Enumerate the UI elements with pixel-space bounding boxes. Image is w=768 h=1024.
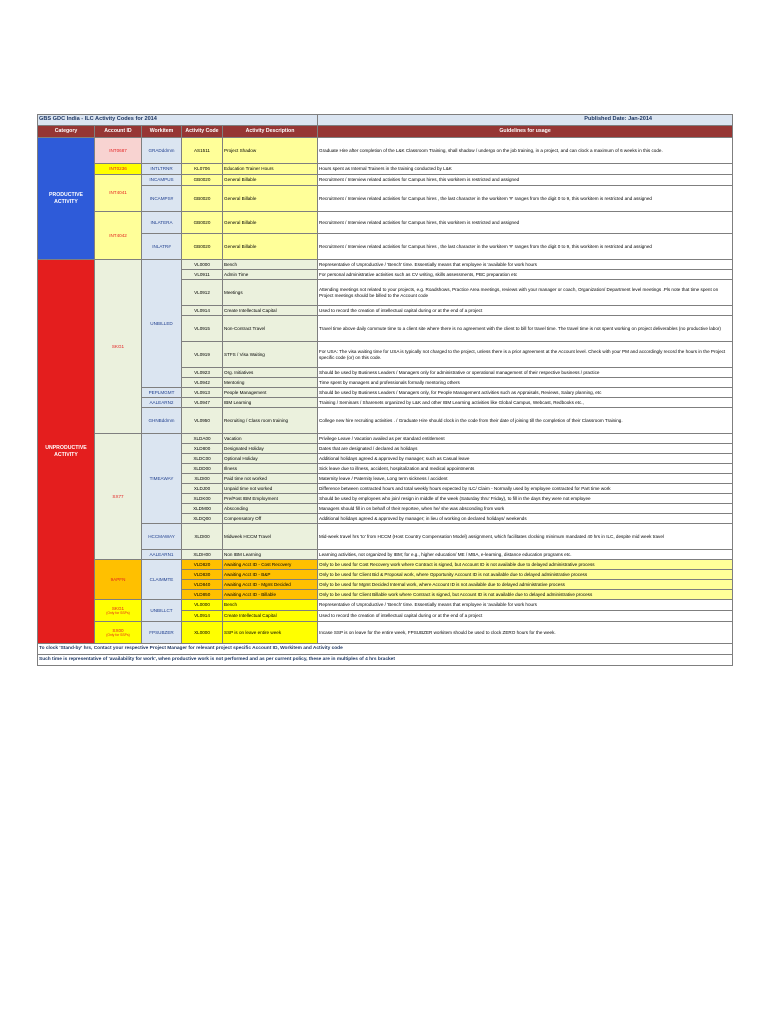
workitem: HCCMAWAY — [142, 524, 182, 550]
activity-codes-table — [37, 114, 733, 666]
guideline: Used to record the creation of intellectual capital during or at the end of a project — [318, 306, 733, 316]
guideline: Only to be used for Cost Recovery work where Contract is signed, but Account ID is not available due to delayed administrative process — [318, 560, 733, 570]
activity-description: Non IBM Learning — [223, 550, 318, 560]
activity-description: Unpaid time not worked — [223, 484, 318, 494]
activity-code: XLDH00 — [182, 550, 223, 560]
activity-description: Non-Contract Travel — [223, 316, 318, 342]
activity-code: VL0947 — [182, 398, 223, 408]
activity-code: GB0020 — [182, 175, 223, 186]
activity-code: XLDD00 — [182, 464, 223, 474]
activity-description: IBM Learning — [223, 398, 318, 408]
activity-description: General Billable — [223, 212, 318, 234]
guideline: Recruitment / Interview related activities for Campus hires, this workitem is restricted and assigned — [318, 212, 733, 234]
activity-code: XLDI00 — [182, 474, 223, 484]
published-date: Published Date: Jan-2014 — [318, 115, 733, 126]
activity-description: Recruiting / Class room training — [223, 408, 318, 434]
guideline: Dates that are designated / declared as holidays — [318, 444, 733, 454]
guideline: Additional holidays agreed & approved by manager; in lieu of working on declared holidays/ weekends — [318, 514, 733, 524]
account-id: INT4042 — [95, 212, 142, 260]
footer-row — [38, 644, 733, 655]
ssp-note: (Only for SSPs) — [106, 633, 130, 638]
table-row — [38, 622, 733, 644]
guideline: Graduate Hire after completion of the L&K Classroom Training, shall shadow / undergo on the job training, in a project, and can clock a maximum of 6 weeks in this code. — [318, 138, 733, 164]
guideline: Time spent by managers and professionals formally mentoring others — [318, 378, 733, 388]
guideline: Mid-week travel hrs 'to' from HCCM (Host Country Compensation Model) assignment, which facilitates clocking minimum mandated 40 hrs in ILC, despite mid week travel — [318, 524, 733, 550]
workitem: FPSUBZER — [142, 622, 182, 644]
activity-description: Bench — [223, 600, 318, 611]
activity-description: Project Shadow — [223, 138, 318, 164]
guideline: Should be used by employees who join/ resign in middle of the week (Saturday thru' Friday), to fill in the days they were not employee — [318, 494, 733, 504]
table-row — [38, 408, 733, 434]
table-row — [38, 434, 733, 444]
activity-description: Org. Initiatives — [223, 368, 318, 378]
guideline: College new hire recruiting activities . / Graduate Hire should clock in the code from their date of joining till the completion of their Classroom Training. — [318, 408, 733, 434]
activity-code: VLD840 — [182, 580, 223, 590]
account-id — [95, 600, 142, 622]
activity-description: Vacation — [223, 434, 318, 444]
activity-code: XLDI00 — [182, 524, 223, 550]
activity-description: Pre/Post IBM Employment — [223, 494, 318, 504]
activity-code: VL0913 — [182, 388, 223, 398]
guideline: Training / Seminars / Sharenets organized by L&K and other IBM Learning activities like Global Campus, Webcast, Redbooks etc., — [318, 398, 733, 408]
workitem: GRADddmm — [142, 138, 182, 164]
footer-note-1: To clock 'Stand-by' hrs, Contact your respective Project Manager for relevant project specific Account ID, Workitem and Activity code — [38, 644, 733, 655]
activity-description: Midweek HCCM Travel — [223, 524, 318, 550]
header-activity-code: Activity Code — [182, 126, 223, 138]
table-row — [38, 175, 733, 186]
guideline: Learning activities, not organized by IBM; for e.g., higher education/ ME / MBA, e-learning, distance education programs etc. — [318, 550, 733, 560]
activity-description: Awaiting Acct ID - B&P — [223, 570, 318, 580]
activity-code: AS1511 — [182, 138, 223, 164]
activity-code: VL0919 — [182, 342, 223, 368]
account-id-text: SKG1 — [111, 605, 125, 611]
title-row — [38, 115, 733, 126]
account-id: 9APFN — [95, 560, 142, 600]
workitem: AALEARN1 — [142, 550, 182, 560]
activity-code: VL0914 — [182, 611, 223, 622]
table-row — [38, 260, 733, 270]
activity-description: Paid time not worked — [223, 474, 318, 484]
guideline: For USA: The visa waiting time for USA is typically not charged to the project, unless there is a prior agreement at the Account level. Check with your PM and accordingly record the hours in the Project specific code (or) on this code. — [318, 342, 733, 368]
activity-description: Meetings — [223, 280, 318, 306]
workitem: PEPLMGMT — [142, 388, 182, 398]
guideline: Recruitment / Interview related activities for Campus hires , the last character in the workitem '#' ranges from the digit 0 to 9, this workitem is restricted and assigned — [318, 186, 733, 212]
workitem: INCAMPUS — [142, 175, 182, 186]
activity-description: Awaiting Acct ID - Billable — [223, 590, 318, 600]
activity-description: People Management — [223, 388, 318, 398]
guideline: Maternity leave / Paternity leave, Long term sickness / accident — [318, 474, 733, 484]
activity-code: VL0911 — [182, 270, 223, 280]
table-row — [38, 138, 733, 164]
guideline: Only to be used for Client Bid & Proposal work, where Opportunity Account ID is not available due to delayed administrative process — [318, 570, 733, 580]
activity-codes-sheet — [37, 114, 732, 666]
guideline: Sick leave due to illness, accident, hospitalization and medical appointments — [318, 464, 733, 474]
activity-code: XLD800 — [182, 444, 223, 454]
activity-description: SSP is on leave entire week — [223, 622, 318, 644]
footer-row — [38, 655, 733, 666]
guideline: Recruitment / Interview related activities for Campus hires , the last character in the workitem '#' ranges from the digit 0 to 9, this workitem is restricted and assigned — [318, 234, 733, 260]
category-unproductive: UNPRODUCTIVE ACTIVITY — [38, 260, 95, 644]
activity-code: VL0000 — [182, 260, 223, 270]
guideline: Travel time above daily commute time to a client site where there is no agreement with the client to bill for travel time. The travel time is not spent working on project deliverables (no productive labor) — [318, 316, 733, 342]
activity-description: Bench — [223, 260, 318, 270]
sheet-title: GBS GDC India - ILC Activity Codes for 2014 — [38, 115, 318, 126]
activity-description: General Billable — [223, 175, 318, 186]
activity-code: VLD850 — [182, 590, 223, 600]
guideline: Representative of Unproductive / 'Bench' time. Essentially means that employee is 'available for work hours — [318, 600, 733, 611]
activity-description: General Billable — [223, 234, 318, 260]
activity-code: XLDJ00 — [182, 484, 223, 494]
footer-note-2: Such time is representative of 'availability for work', when productive work is not performed and as per current policy, these are in multiples of 4 hrs bracket — [38, 655, 733, 666]
account-id: SKG1 — [95, 260, 142, 434]
guideline: Only to be used for Mgmt Decided Internal work, where Account ID is not available due to delayed administrative process — [318, 580, 733, 590]
table-row — [38, 234, 733, 260]
activity-code: XL0000 — [182, 622, 223, 644]
activity-code: VL0942 — [182, 378, 223, 388]
guideline: Should be used by Business Leaders / Managers only for administrative or operational management of their respective business / practice — [318, 368, 733, 378]
workitem: INLATERA — [142, 212, 182, 234]
account-id: INT0687 — [95, 138, 142, 164]
activity-description: Mentoring — [223, 378, 318, 388]
activity-code: VL0915 — [182, 316, 223, 342]
activity-code: GB0020 — [182, 234, 223, 260]
activity-description: Compensatory Off — [223, 514, 318, 524]
guideline: Incase SSP is on leave for the entire week, FPSUBZER workitem should be used to clock ZERO hours for the week. — [318, 622, 733, 644]
workitem: INTLTRNR — [142, 164, 182, 175]
activity-description: General Billable — [223, 186, 318, 212]
activity-code: XLDA00 — [182, 434, 223, 444]
guideline: Hours spent as Internal Trainers in the training conducted by L&K — [318, 164, 733, 175]
header-category: Category — [38, 126, 95, 138]
guideline: Difference between contracted hours and total weekly hours expected by ILC/ Claim - Normally used by employee contracted for Part time work — [318, 484, 733, 494]
activity-code: VL0000 — [182, 600, 223, 611]
activity-code: GB0020 — [182, 212, 223, 234]
workitem: CLAIMMTE — [142, 560, 182, 600]
table-row — [38, 388, 733, 398]
activity-description: Optional Holiday — [223, 454, 318, 464]
header-account-id: Account ID — [95, 126, 142, 138]
activity-description: Awaiting Acct ID - Mgmt Decided — [223, 580, 318, 590]
category-productive: PRODUCTIVE ACTIVITY — [38, 138, 95, 260]
ssp-note: (Only for SSPs) — [106, 611, 130, 616]
guideline: Used to record the creation of intellectual capital during or at the end of a project — [318, 611, 733, 622]
account-id: SX77 — [95, 434, 142, 560]
activity-code: VLD830 — [182, 570, 223, 580]
guideline: Additional holidays agreed & approved by manager; such as Casual leave — [318, 454, 733, 464]
activity-description: Illness — [223, 464, 318, 474]
header-row — [38, 126, 733, 138]
workitem: GHNBddmm — [142, 408, 182, 434]
activity-code: GB0020 — [182, 186, 223, 212]
guideline: Attending meetings not related to your projects, e.g. Roadshows, Practice Area meetings, reviews with your manager or coach, Organization/ Department level meetings .Pls note that time spent on Project meetings should be billed to the Account code — [318, 280, 733, 306]
table-row — [38, 524, 733, 550]
workitem: UNBILLED — [142, 260, 182, 388]
activity-code: VL0950 — [182, 408, 223, 434]
activity-code: KL0706 — [182, 164, 223, 175]
activity-description: Designated Holiday — [223, 444, 318, 454]
activity-code: VLD820 — [182, 560, 223, 570]
guideline: Representative of Unproductive / 'Bench' time. Essentially means that employee is 'available for work hours — [318, 260, 733, 270]
activity-code: XLDM00 — [182, 504, 223, 514]
activity-code: VL0912 — [182, 280, 223, 306]
workitem: INLATR# — [142, 234, 182, 260]
activity-description: Education Trainer Hours — [223, 164, 318, 175]
workitem: INCAMPS# — [142, 186, 182, 212]
guideline: For personal administrative activities such as CV writing, skills assessments, PBC preparation etc — [318, 270, 733, 280]
guideline: Should be used by Business Leaders / Managers only, for People Management activities such as Appraisals, Reviews, Salary planning, etc — [318, 388, 733, 398]
activity-description: Absconding — [223, 504, 318, 514]
workitem: TIMEAWAY — [142, 434, 182, 524]
table-row — [38, 212, 733, 234]
activity-code: XLDC00 — [182, 454, 223, 464]
account-id-text: SX00 — [112, 627, 124, 633]
table-row — [38, 550, 733, 560]
table-row — [38, 560, 733, 570]
activity-description: Create Intellectual Capital — [223, 611, 318, 622]
activity-code: VL0923 — [182, 368, 223, 378]
activity-code: XLDK00 — [182, 494, 223, 504]
header-guidelines: Guidelines for usage — [318, 126, 733, 138]
table-row — [38, 164, 733, 175]
guideline: Privilege Leave / Vacation availed as per standard entitlement — [318, 434, 733, 444]
activity-description: Awaiting Acct ID - Cost Recovery — [223, 560, 318, 570]
table-row — [38, 186, 733, 212]
header-activity-description: Activity Description — [223, 126, 318, 138]
account-id: INT0236 — [95, 164, 142, 175]
activity-code: XLDQ00 — [182, 514, 223, 524]
activity-description: STFS / Visa Waiting — [223, 342, 318, 368]
account-id: INT4041 — [95, 175, 142, 212]
table-row — [38, 600, 733, 611]
account-id — [95, 622, 142, 644]
workitem: UNBILLCT — [142, 600, 182, 622]
workitem: AALEARN2 — [142, 398, 182, 408]
guideline: Managers should fill in on behalf of their reportee, when he/ she was absconding from work — [318, 504, 733, 514]
table-row — [38, 398, 733, 408]
guideline: Recruitment / Interview related activities for Campus hires, this workitem is restricted and assigned — [318, 175, 733, 186]
guideline: Only to be used for Client Billable work where Contract is signed, but Account ID is not available due to delayed administrative process — [318, 590, 733, 600]
header-workitem: Workitem — [142, 126, 182, 138]
activity-code: VL0914 — [182, 306, 223, 316]
activity-description: Create Intellectual Capital — [223, 306, 318, 316]
activity-description: Admin Time — [223, 270, 318, 280]
